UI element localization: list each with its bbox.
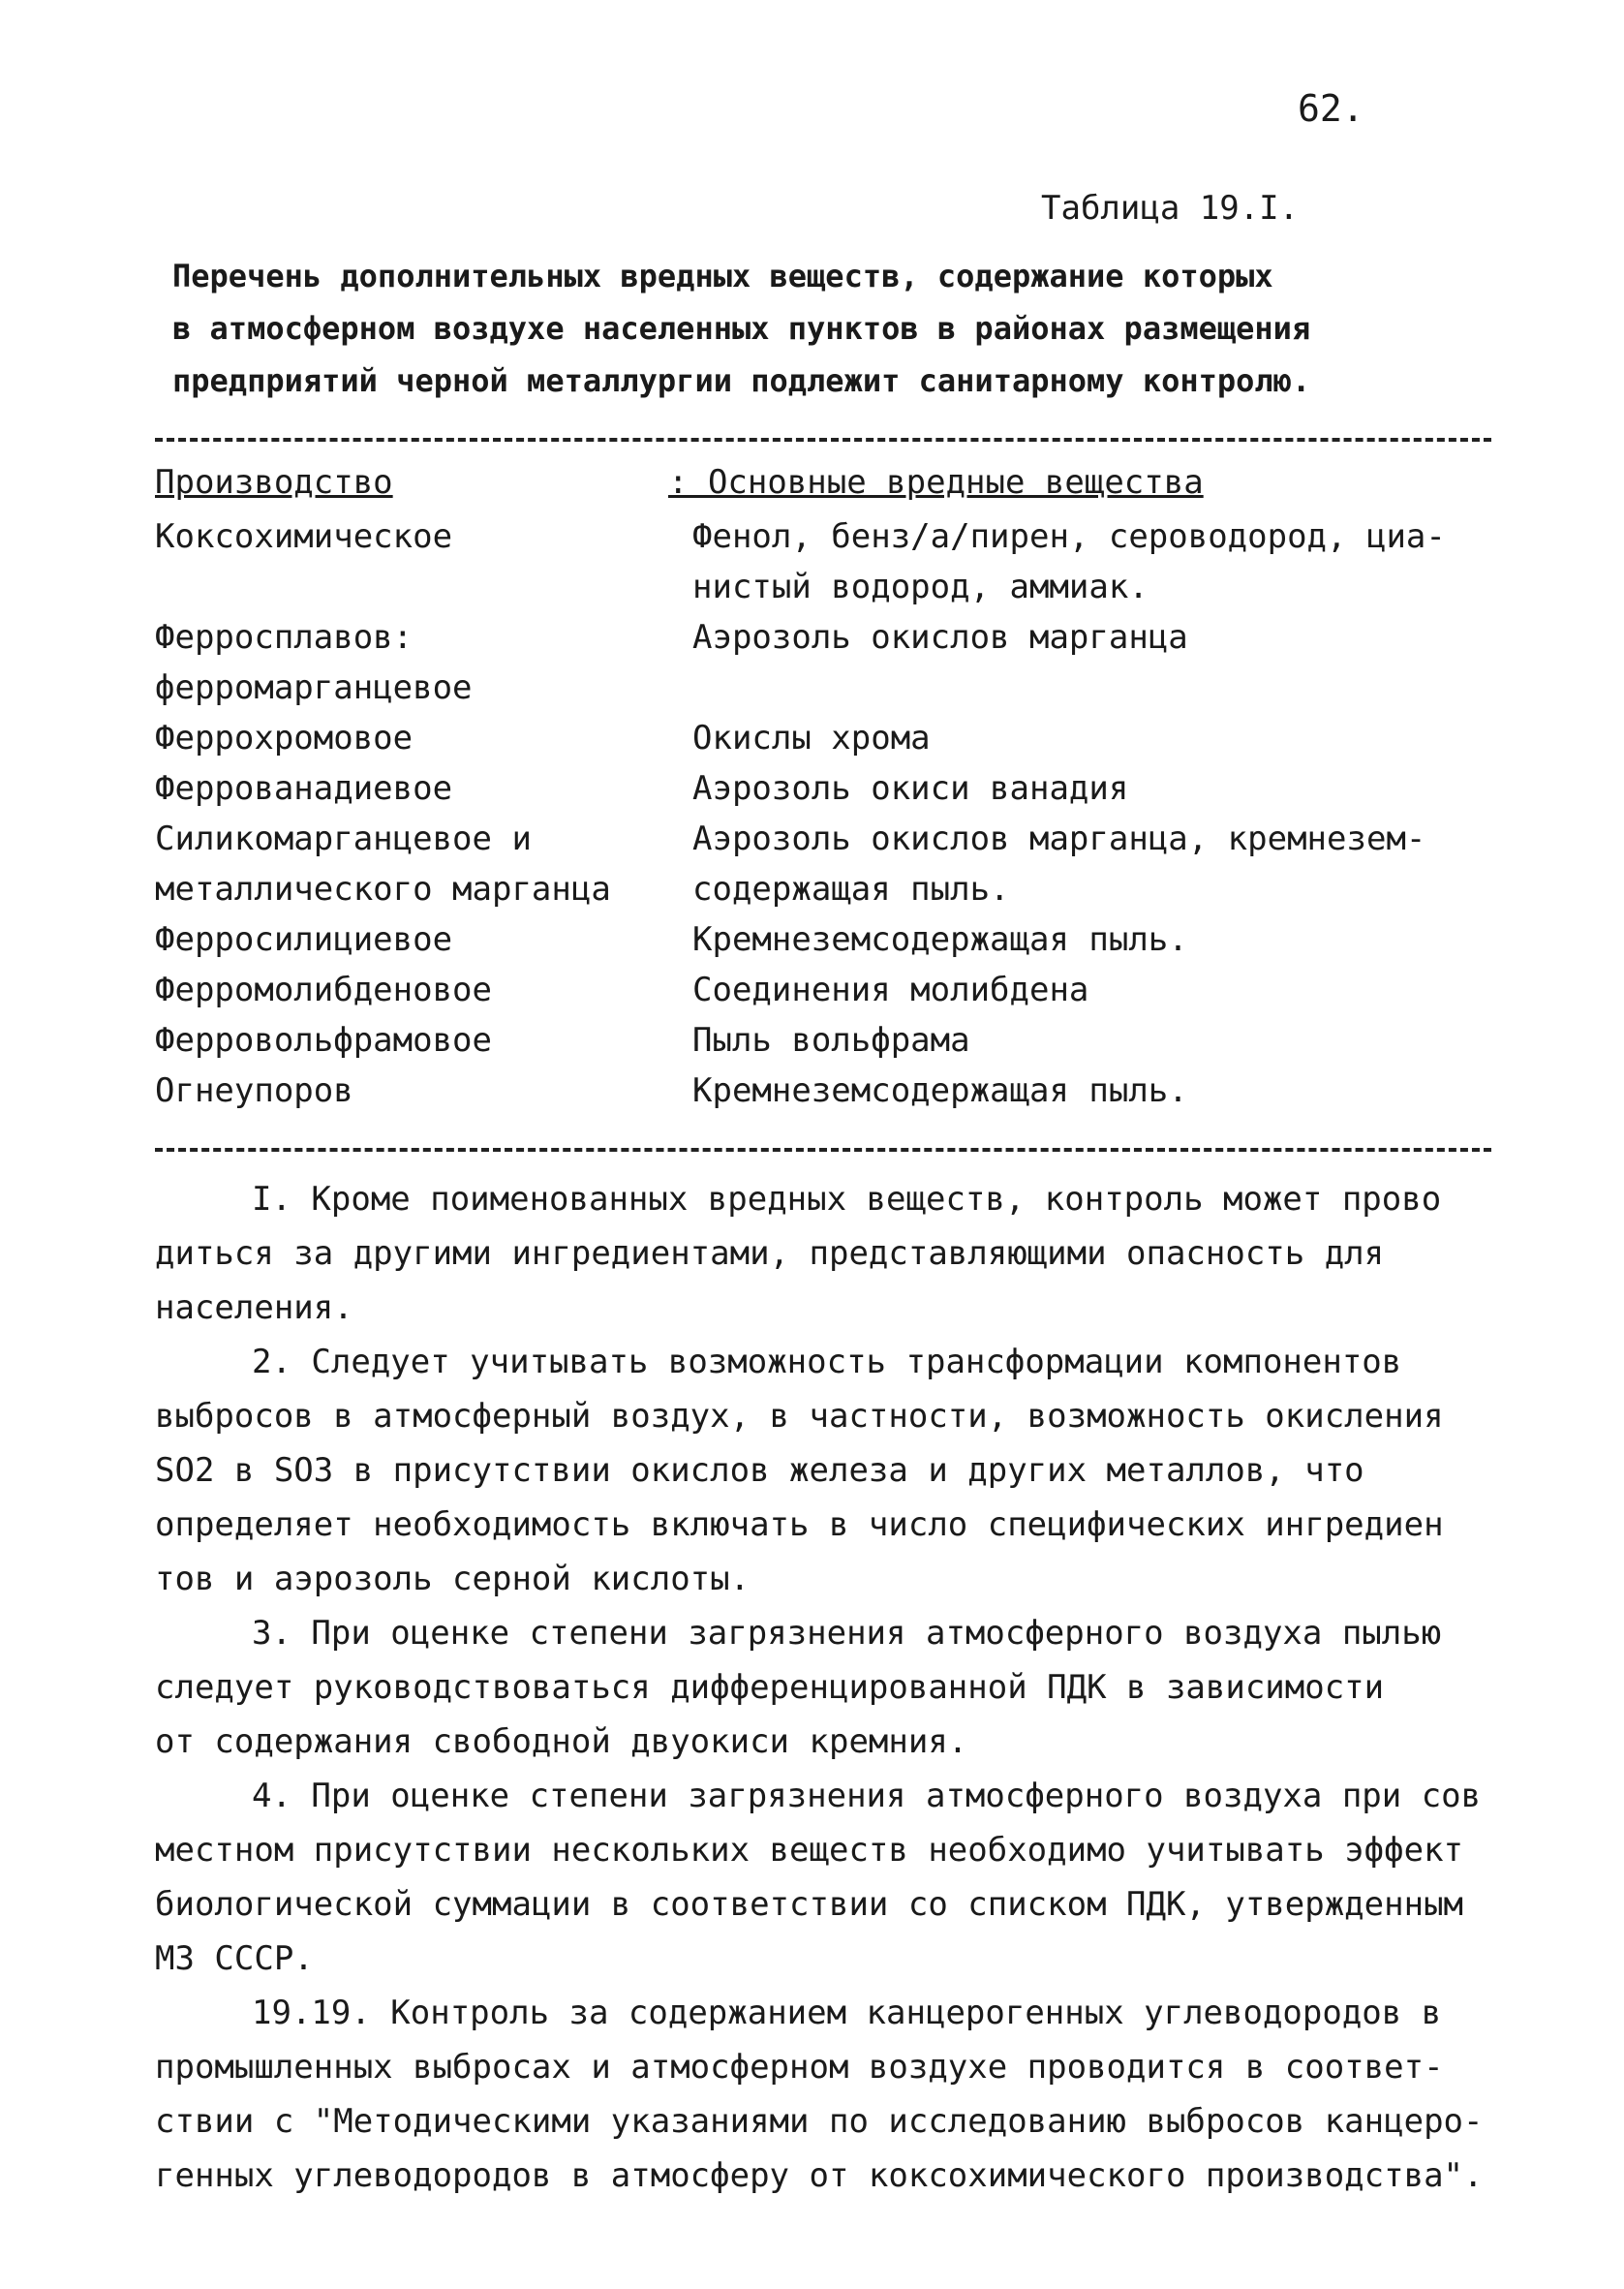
- substances-cell: Кремнеземсодержащая пыль.: [692, 920, 1188, 959]
- production-cell: Силикомарганцевое и металлического марганца: [155, 820, 611, 909]
- note-line: промышленных выбросах и атмосферном воздухе проводится в соответ-: [155, 2048, 1444, 2087]
- note-line: генных углеводородов в атмосферу от коксохимического производства".: [155, 2156, 1484, 2195]
- note-line: 4. При оценке степени загрязнения атмосферного воздуха при сов: [252, 1777, 1482, 1815]
- table-row: [155, 914, 1511, 965]
- table-row: [155, 1015, 1511, 1066]
- substances-cell: Фенол, бенз/а/пирен, сероводород, циа- нистый водород, аммиак.: [692, 517, 1446, 606]
- note-line: следует руководствоваться дифференцированной ПДК в зависимости: [155, 1668, 1385, 1707]
- note-line: выбросов в атмосферный воздух, в частности, возможность окисления: [155, 1397, 1444, 1436]
- production-cell: Ферровольфрамовое: [155, 1021, 492, 1060]
- table-label: Таблица 19.I.: [1041, 189, 1300, 228]
- note-line: от содержания свободной двуокиси кремния.: [155, 1722, 968, 1761]
- note-line: 2. Следует учитывать возможность трансформации компонентов: [252, 1343, 1402, 1381]
- table-top-rule: [155, 438, 1491, 442]
- production-cell: Ферросплавов: ферромарганцевое: [155, 618, 473, 707]
- note-paragraph: [155, 1172, 1511, 1335]
- table-row: [155, 1066, 1511, 1116]
- note-line: местном присутствии нескольких веществ необходимо учитывать эффект: [155, 1831, 1464, 1870]
- note-line: 3. При оценке степени загрязнения атмосферного воздуха пылью: [252, 1614, 1442, 1653]
- production-cell: Огнеупоров: [155, 1071, 353, 1110]
- column-header-production: Производство: [155, 463, 393, 502]
- note-line: SO2 в SO3 в присутствии окислов железа и других металлов, что: [155, 1451, 1364, 1490]
- title-line: предприятий черной металлургии подлежит санитарному контролю.: [172, 362, 1311, 399]
- production-cell: Коксохимическое: [155, 517, 453, 556]
- page-number: 62.: [1298, 87, 1364, 130]
- table-row: [155, 814, 1511, 914]
- note-paragraph: [155, 1769, 1511, 1986]
- production-cell: Феррованадиевое: [155, 769, 453, 808]
- title-line: Перечень дополнительных вредных веществ, содержание которых: [172, 258, 1273, 294]
- substances-cell: Аэрозоль окислов марганца: [692, 618, 1188, 657]
- substances-cell: Пыль вольфрама: [692, 1021, 970, 1060]
- production-cell: Феррохромовое: [155, 719, 414, 758]
- table-row: [155, 713, 1511, 763]
- note-line: ствии с "Методическими указаниями по исследованию выбросов канцеро-: [155, 2102, 1484, 2141]
- production-cell: Ферросилициевое: [155, 920, 453, 959]
- production-cell: Ферромолибденовое: [155, 971, 492, 1009]
- table-body: [155, 511, 1511, 1116]
- notes-section: [155, 1172, 1511, 2203]
- note-line: МЗ СССР.: [155, 1939, 314, 1978]
- substances-cell: Окислы хрома: [692, 719, 931, 758]
- note-line: населения.: [155, 1288, 353, 1327]
- title-line: в атмосферном воздухе населенных пунктов в районах размещения: [172, 310, 1311, 347]
- note-line: тов и аэрозоль серной кислоты.: [155, 1560, 751, 1598]
- table-row: [155, 511, 1511, 612]
- table-bottom-rule: [155, 1148, 1491, 1152]
- substances-cell: Кремнеземсодержащая пыль.: [692, 1071, 1188, 1110]
- note-paragraph: [155, 1606, 1511, 1769]
- table-row: [155, 763, 1511, 814]
- substances-cell: Аэрозоль окиси ванадия: [692, 769, 1129, 808]
- note-line: определяет необходимость включать в число специфических ингредиен: [155, 1505, 1444, 1544]
- table-title: [172, 250, 1528, 407]
- substances-cell: Аэрозоль окислов марганца, кремнезем- содержащая пыль.: [692, 820, 1426, 909]
- note-line: диться за другими ингредиентами, представляющими опасность для: [155, 1234, 1385, 1273]
- note-line: I. Кроме поименованных вредных веществ, контроль может прово: [252, 1180, 1442, 1219]
- note-line: биологической суммации в соответствии со списком ПДК, утвержденным: [155, 1885, 1464, 1924]
- note-paragraph: [155, 1335, 1511, 1606]
- table-row: [155, 612, 1511, 713]
- note-line: 19.19. Контроль за содержанием канцерогенных углеводородов в: [252, 1994, 1442, 2032]
- column-header-substances: : Основные вредные вещества: [668, 463, 1204, 502]
- table-row: [155, 965, 1511, 1015]
- note-paragraph: [155, 1986, 1511, 2203]
- substances-cell: Соединения молибдена: [692, 971, 1089, 1009]
